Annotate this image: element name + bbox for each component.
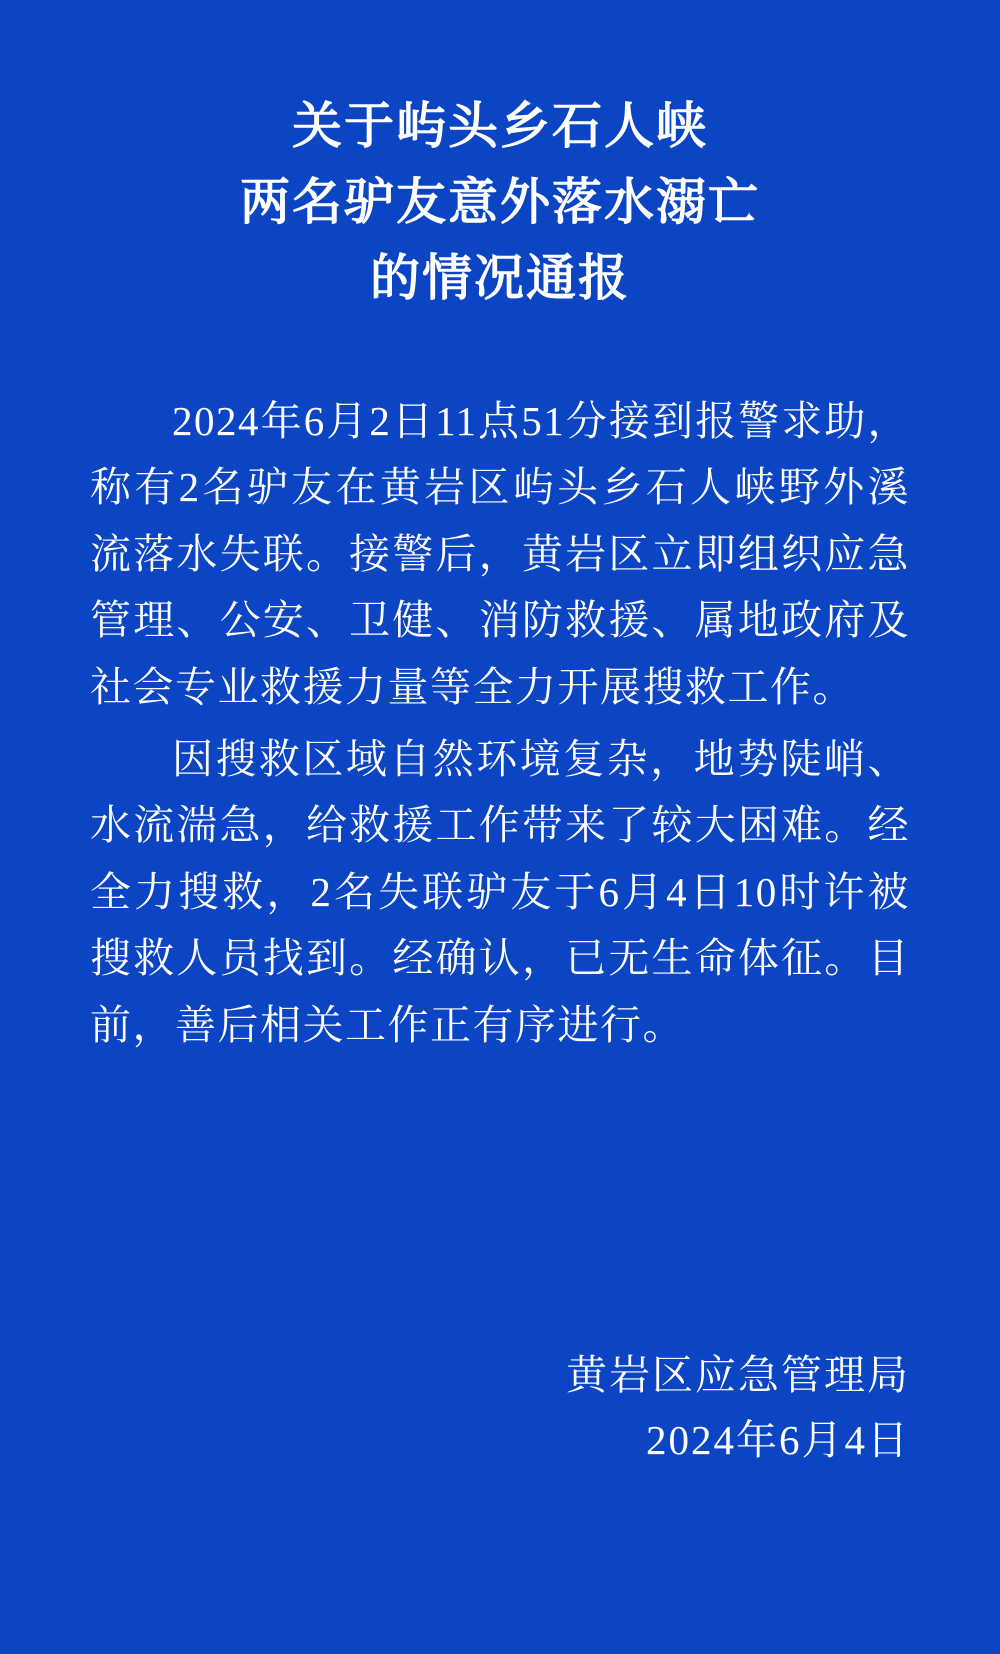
signature-issuer: 黄岩区应急管理局: [566, 1351, 910, 1398]
page-title: [140, 70, 860, 316]
title-line-2: 两名驴友意外落水溺亡: [240, 174, 760, 230]
signature-block: [566, 1343, 910, 1474]
body-paragraph-2: 因搜救区域自然环境复杂，地势陡峭、水流湍急，给救援工作带来了较大困难。经全力搜救，2名失联驴友于6月4日10时许被搜救人员找到。经确认，已无生命体征。目前，善后相关工作正有序进行。: [90, 736, 910, 1048]
title-line-3: 的情况通报: [370, 250, 630, 306]
signature-date: 2024年6月4日: [646, 1417, 910, 1464]
body-paragraph-1: 2024年6月2日11点51分接到报警求助，称有2名驴友在黄岩区屿头乡石人峡野外溪流落水失联。接警后，黄岩区立即组织应急管理、公安、卫健、消防救援、属地政府及社会专业救援力量等全力开展搜救工作。: [90, 398, 910, 710]
title-line-1: 关于屿头乡石人峡: [292, 98, 708, 154]
notice-body: [60, 388, 940, 1058]
